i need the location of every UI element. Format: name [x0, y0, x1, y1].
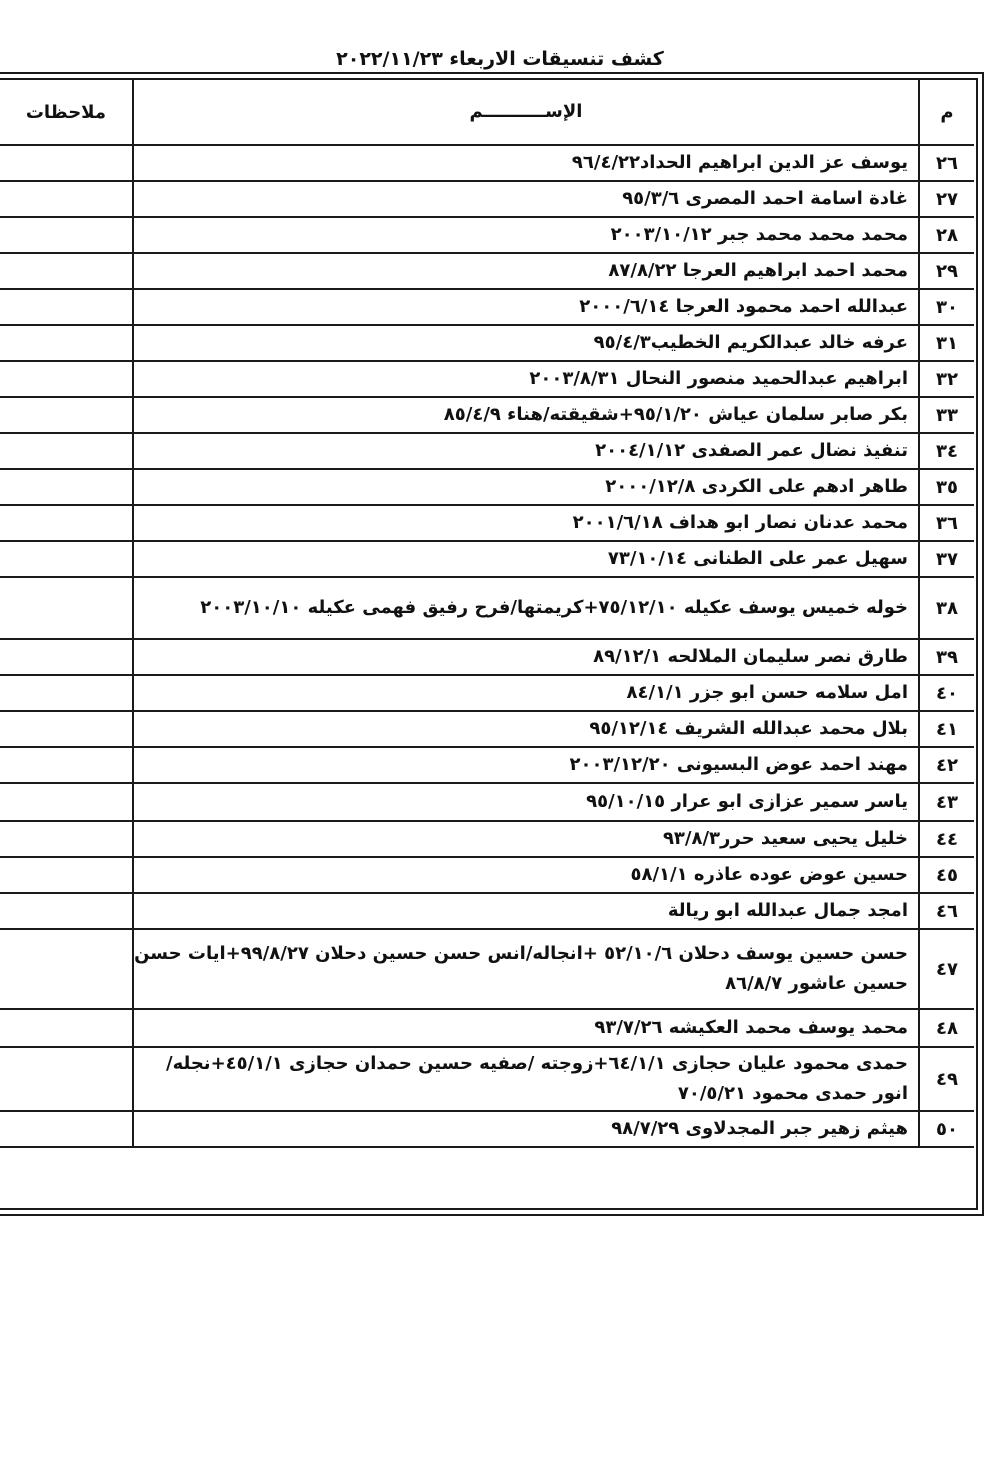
row-number: ٢٦: [918, 146, 974, 180]
table-row: [0, 822, 974, 858]
row-notes: [0, 506, 132, 540]
row-notes: [0, 676, 132, 710]
table-row: [0, 470, 974, 506]
row-notes: [0, 712, 132, 746]
row-name: امجد جمال عبدالله ابو ريالة: [132, 894, 918, 928]
table-row: [0, 1048, 974, 1112]
row-number: ٤٩: [918, 1048, 974, 1110]
row-notes: [0, 858, 132, 892]
row-name: بلال محمد عبدالله الشريف ٩٥/١٢/١٤: [132, 712, 918, 746]
row-notes: [0, 1048, 132, 1110]
row-number: ٣٨: [918, 578, 974, 638]
row-name: محمد محمد محمد جبر ٢٠٠٣/١٠/١٢: [132, 218, 918, 252]
row-notes: [0, 218, 132, 252]
row-name: امل سلامه حسن ابو جزر ٨٤/١/١: [132, 676, 918, 710]
row-number: ٤٣: [918, 784, 974, 820]
row-notes: [0, 470, 132, 504]
row-notes: [0, 1010, 132, 1046]
row-name: طاهر ادهم على الكردى ٢٠٠٠/١٢/٨: [132, 470, 918, 504]
row-name: غادة اسامة احمد المصرى ٩٥/٣/٦: [132, 182, 918, 216]
row-notes: [0, 362, 132, 396]
row-notes: [0, 254, 132, 288]
table-row: [0, 434, 974, 470]
table-row: [0, 542, 974, 578]
row-name: محمد احمد ابراهيم العرجا ٨٧/٨/٢٢: [132, 254, 918, 288]
row-number: ٣٤: [918, 434, 974, 468]
table-row: [0, 930, 974, 1010]
table-row: [0, 894, 974, 930]
row-number: ٢٧: [918, 182, 974, 216]
row-number: ٢٨: [918, 218, 974, 252]
row-name: حسن حسين يوسف دحلان ٥٢/١٠/٦ +انجاله/انس حسن حسين دحلان ٩٩/٨/٢٧+ايات حسن حسين عاشور ٨٦/٨/٧: [132, 930, 918, 1008]
column-header-name: الإســــــــــم: [132, 80, 918, 144]
row-number: ٣٥: [918, 470, 974, 504]
row-notes: [0, 578, 132, 638]
row-name: حمدى محمود عليان حجازى ٦٤/١/١+زوجته /صفيه حسين حمدان حجازى ٤٥/١/١+نجله/انور حمدى محمود ٧٠/٥/٢١: [132, 1048, 918, 1110]
row-name: يوسف عز الدين ابراهيم الحداد٩٦/٤/٢٢: [132, 146, 918, 180]
table-row: [0, 858, 974, 894]
table-row: [0, 398, 974, 434]
row-name: طارق نصر سليمان الملالحه ٨٩/١٢/١: [132, 640, 918, 674]
table-row: [0, 748, 974, 784]
table-row: [0, 1010, 974, 1048]
row-name: سهيل عمر على الطنانى ٧٣/١٠/١٤: [132, 542, 918, 576]
row-notes: [0, 822, 132, 856]
row-number: ٤٥: [918, 858, 974, 892]
row-notes: [0, 1112, 132, 1146]
table-row: [0, 182, 974, 218]
row-notes: [0, 146, 132, 180]
row-number: ٤٢: [918, 748, 974, 782]
table-row: [0, 712, 974, 748]
table-row: [0, 218, 974, 254]
row-number: ٥٠: [918, 1112, 974, 1146]
row-notes: [0, 894, 132, 928]
row-name: خوله خميس يوسف عكيله ٧٥/١٢/١٠+كريمتها/فرح رفيق فهمى عكيله ٢٠٠٣/١٠/١٠: [132, 578, 918, 638]
page-title: كشف تنسيقات الاربعاء ٢٠٢٢/١١/٢٣: [336, 48, 664, 70]
row-notes: [0, 640, 132, 674]
row-name: عبدالله احمد محمود العرجا ٢٠٠٠/٦/١٤: [132, 290, 918, 324]
table-row: [0, 1112, 974, 1148]
row-name: عرفه خالد عبدالكريم الخطيب٩٥/٤/٣: [132, 326, 918, 360]
table-row: [0, 146, 974, 182]
row-notes: [0, 542, 132, 576]
row-notes: [0, 748, 132, 782]
column-header-notes: ملاحظات: [25, 101, 106, 123]
table-row: [0, 578, 974, 640]
row-number: ٣٠: [918, 290, 974, 324]
row-name: ابراهيم عبدالحميد منصور النحال ٢٠٠٣/٨/٣١: [132, 362, 918, 396]
row-name: هيثم زهير جبر المجدلاوى ٩٨/٧/٢٩: [132, 1112, 918, 1146]
table-row: [0, 784, 974, 822]
row-number: ٣٧: [918, 542, 974, 576]
row-number: ٤٨: [918, 1010, 974, 1046]
table-row: [0, 290, 974, 326]
row-notes: [0, 182, 132, 216]
table-row: [0, 254, 974, 290]
row-number: ٣١: [918, 326, 974, 360]
row-name: بكر صابر سلمان عياش ٩٥/١/٢٠+شقيقته/هناء ٨٥/٤/٩: [132, 398, 918, 432]
row-name: محمد عدنان نصار ابو هداف ٢٠٠١/٦/١٨: [132, 506, 918, 540]
table-row: [0, 506, 974, 542]
column-header-number: م: [918, 80, 974, 144]
row-notes: [0, 398, 132, 432]
table-row: [0, 326, 974, 362]
row-number: ٤٠: [918, 676, 974, 710]
row-notes: [0, 930, 132, 1008]
table-row: [0, 362, 974, 398]
table-row: [0, 640, 974, 676]
roster-table: [0, 80, 974, 1148]
row-name: ياسر سمير عزازى ابو عرار ٩٥/١٠/١٥: [132, 784, 918, 820]
row-number: ٤٤: [918, 822, 974, 856]
row-number: ٢٩: [918, 254, 974, 288]
row-notes: [0, 784, 132, 820]
table-header-row: [0, 80, 974, 146]
row-notes: [0, 434, 132, 468]
row-name: حسين عوض عوده عاذره ٥٨/١/١: [132, 858, 918, 892]
row-number: ٣٢: [918, 362, 974, 396]
row-name: تنفيذ نضال عمر الصفدى ٢٠٠٤/١/١٢: [132, 434, 918, 468]
row-number: ٣٦: [918, 506, 974, 540]
row-number: ٣٣: [918, 398, 974, 432]
row-name: مهند احمد عوض البسيونى ٢٠٠٣/١٢/٢٠: [132, 748, 918, 782]
table-row: [0, 676, 974, 712]
row-number: ٤١: [918, 712, 974, 746]
row-name: خليل يحيى سعيد حرر٩٣/٨/٣: [132, 822, 918, 856]
row-number: ٤٦: [918, 894, 974, 928]
row-number: ٤٧: [918, 930, 974, 1008]
row-name: محمد يوسف محمد العكيشه ٩٣/٧/٢٦: [132, 1010, 918, 1046]
row-number: ٣٩: [918, 640, 974, 674]
row-notes: [0, 326, 132, 360]
row-notes: [0, 290, 132, 324]
